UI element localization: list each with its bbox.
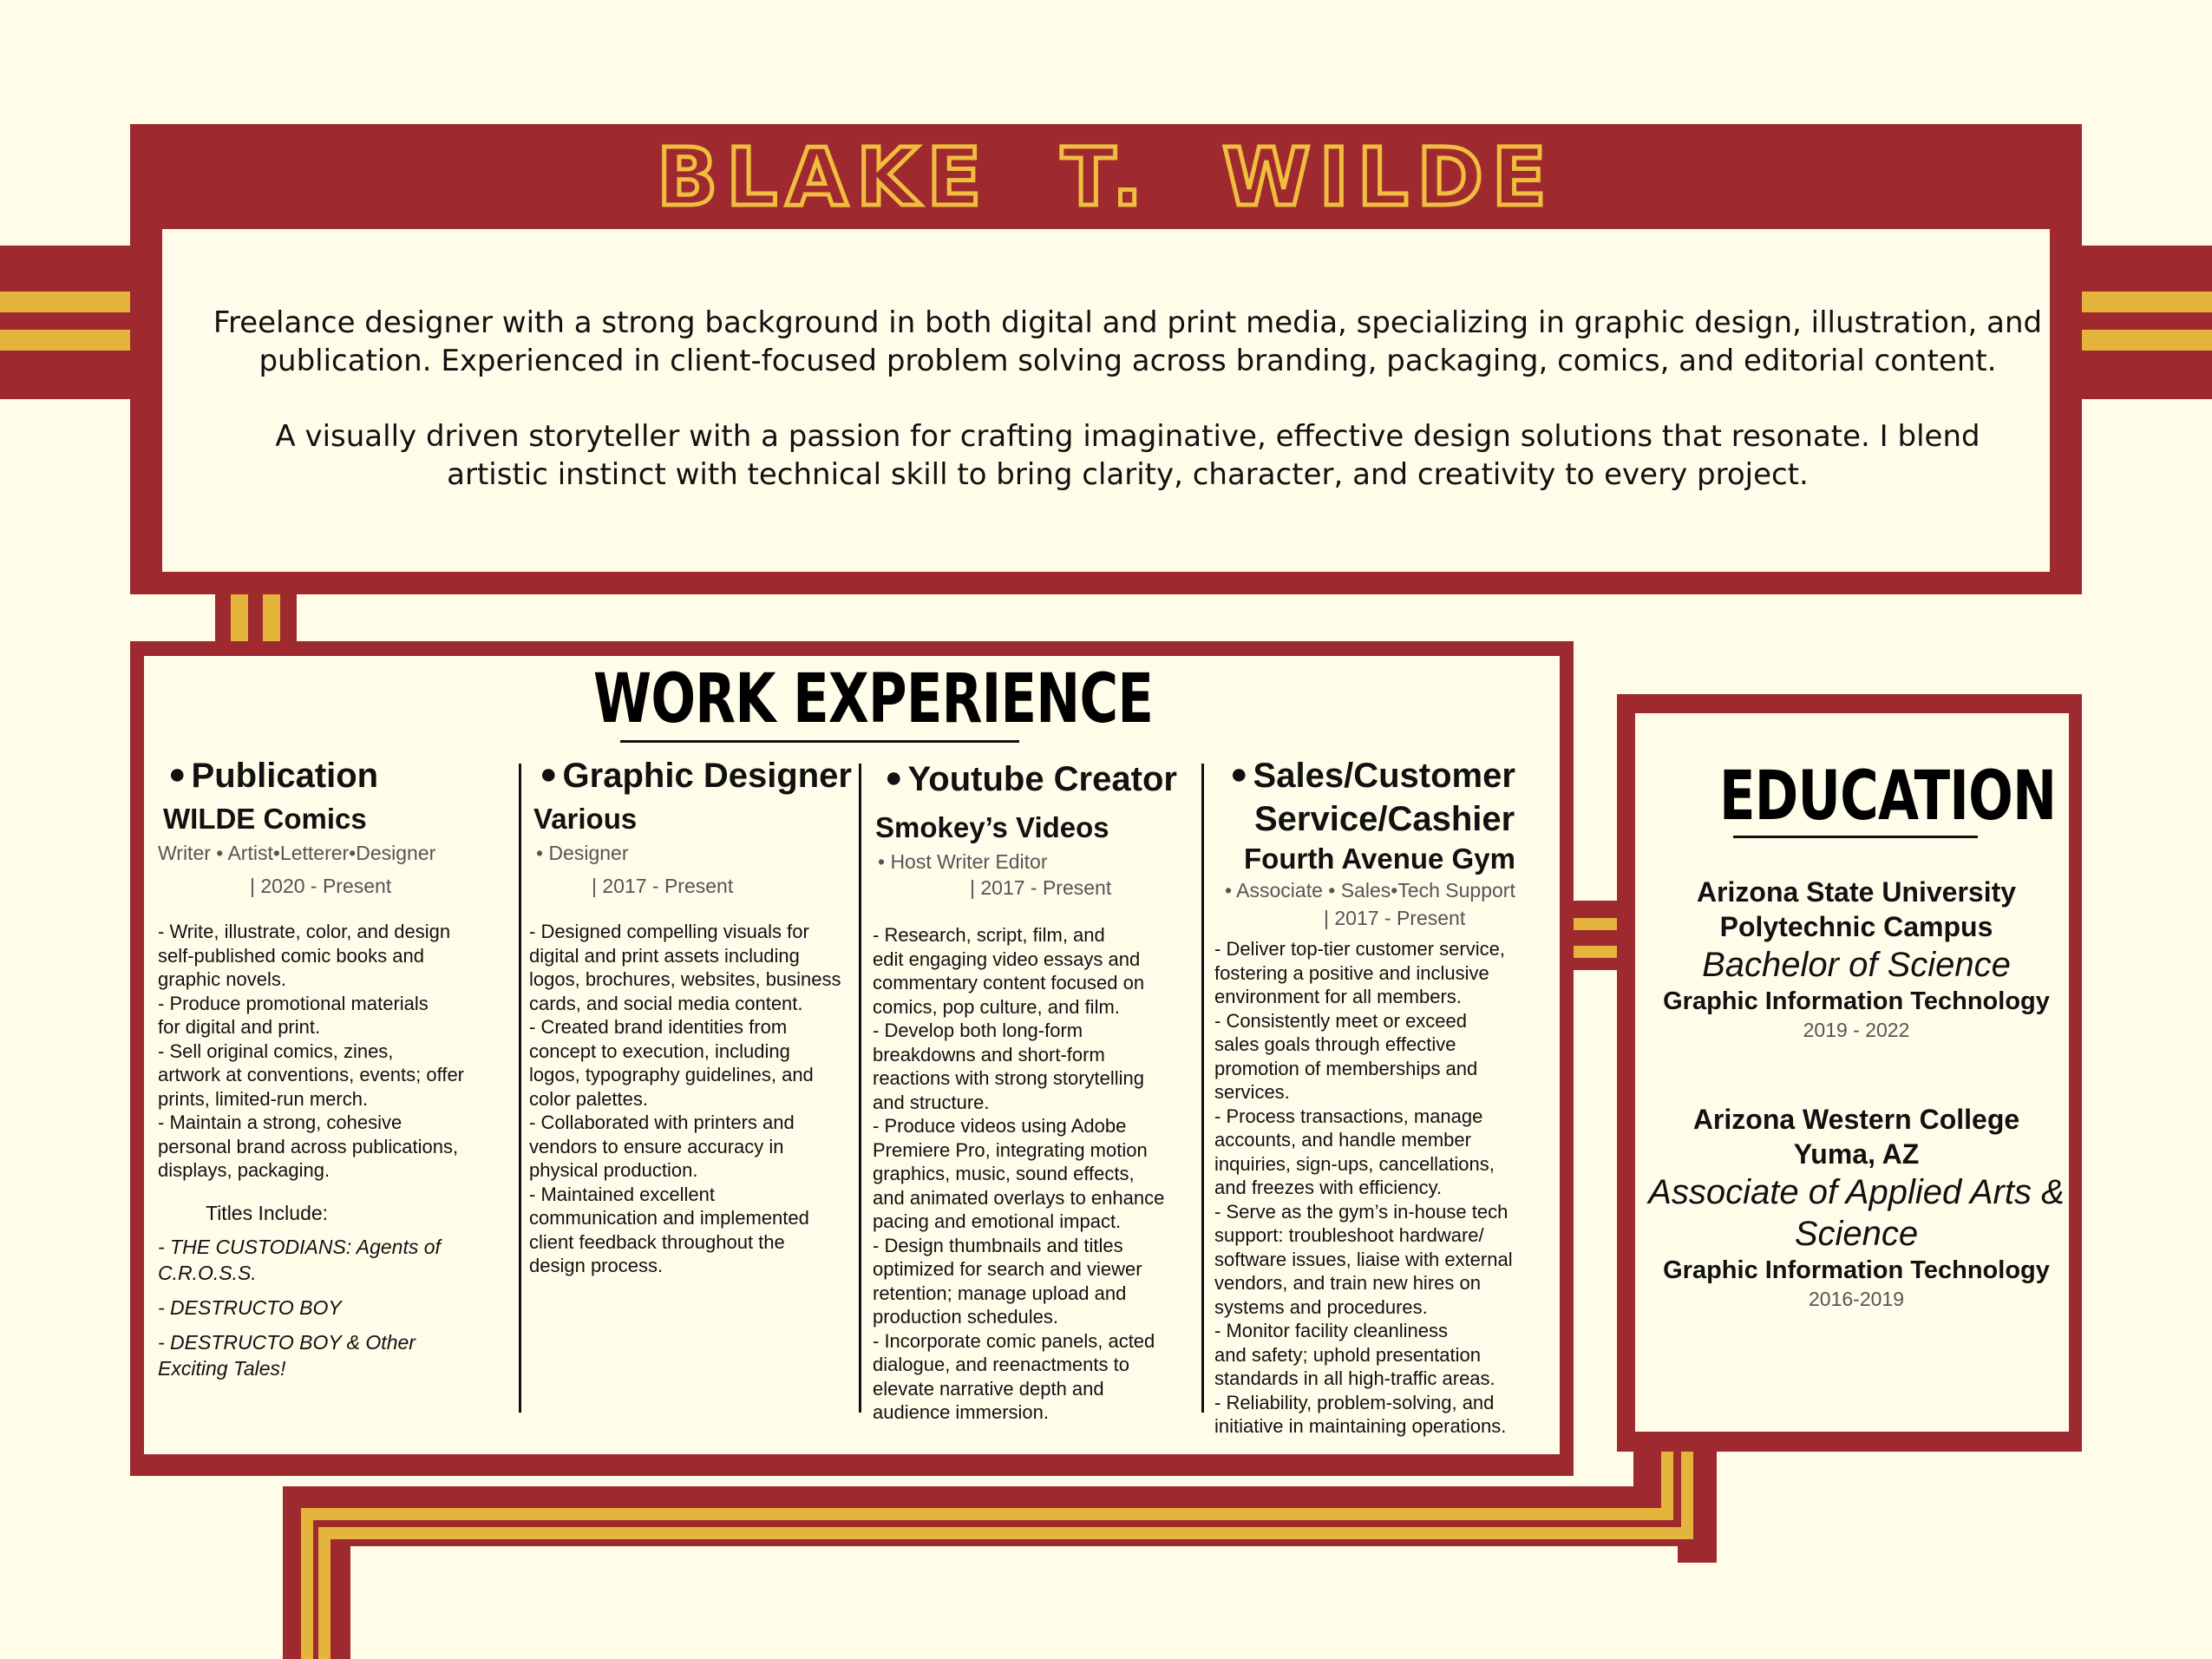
field-of-study: Graphic Information Technology	[1663, 1256, 2050, 1284]
school-years: 2016-2019	[1809, 1288, 1904, 1310]
right-stripe-gold-1	[2080, 292, 2212, 312]
job-role: ● Publication	[168, 757, 379, 795]
education-entry-awc	[1631, 1102, 2082, 1312]
job-company: Various	[533, 803, 638, 835]
school-years: 2019 - 2022	[1803, 1019, 1910, 1041]
job-dates: | 2017 - Present	[970, 876, 1112, 899]
right-stripe-band	[2080, 246, 2212, 399]
degree: Bachelor of Science	[1702, 946, 2011, 984]
work-title: WORK EXPERIENCE	[593, 660, 1154, 738]
field-of-study: Graphic Information Technology	[1663, 987, 2050, 1015]
title-item: - THE CUSTODIANS: Agents of C.R.O.S.S.	[158, 1235, 441, 1284]
left-stripe-gold-2	[0, 330, 130, 351]
bottom-inner-gap	[350, 1546, 1678, 1563]
summary-paragraph-1: Freelance designer with a strong background in both digital and print media, specializing in graphic design, illustration, and publication. Experienced in client-focused problem solving across branding, packaging, comics, and editorial content.	[213, 305, 2043, 378]
education-entry-asu	[1631, 875, 2082, 1043]
school-name: Arizona Western College	[1692, 1104, 2020, 1135]
bullet-dot-icon: ●	[1230, 757, 1248, 790]
bullet-dot-icon: ●	[168, 757, 187, 790]
job-bullets: - Deliver top-tier customer service, fostering a positive and inclusive environment for all members. - Consistently meet or exceed sales goals through effective promotion of memberships and services. - Process transactions, manage accounts, and handle member inquiries, sign-ups, cancellations, and freezes with efficiency. - Serve as the gym’s in-house tech support: troubleshoot hardware/ software issues, liaise with external vendors, and train new hires on systems and procedures. - Monitor facility cleanliness and safety; uphold presentation standards in all high-traffic areas. - Reliability, problem-solving, and initiative in maintaining operations.	[1214, 938, 1513, 1437]
bottom-gold-h-1	[301, 1508, 1673, 1520]
job-tags: Writer • Artist•Letterer•Designer	[158, 842, 436, 864]
job-role: ● Graphic Designer	[540, 757, 852, 795]
summary-paragraph-2: A visually driven storyteller with a passion for crafting imaginative, effective design solutions that resonate. I blend artistic instinct with technical skill to bring clarity, character, and creativity to every project.	[275, 419, 1980, 492]
job-bullets: - Write, illustrate, color, and design self-published comic books and graphic novels. - Produce promotional materials for digital and print. - Sell original comics, zines, artwork at conventions, events; offer prints, limited-run merch. - Maintain a strong, cohesive personal brand across publications, displays, packaging.	[158, 921, 464, 1181]
bottom-inner-gap-v	[350, 1546, 370, 1659]
job-dates: | 2020 - Present	[250, 875, 392, 897]
bullet-dot-icon: ●	[540, 757, 558, 790]
connector-side-gold-1	[1574, 918, 1617, 930]
school-name: Arizona State University	[1696, 876, 2017, 908]
education-title: EDUCATION	[1719, 757, 2057, 836]
job-company: Fourth Avenue Gym	[1244, 843, 1515, 875]
left-stripe-band	[0, 246, 130, 399]
bullet-dot-icon: ●	[885, 761, 903, 794]
job-role: ● Youtube Creator	[885, 760, 1177, 798]
job-tags: • Associate • Sales•Tech Support	[1225, 879, 1515, 902]
job-role: ● Sales/Customer	[1230, 757, 1515, 795]
title-item: - DESTRUCTO BOY & Other Exciting Tales!	[158, 1330, 416, 1380]
job-graphic-designer	[529, 755, 859, 1278]
job-bullets: - Designed compelling visuals for digital and print assets including logos, brochures, websites, business cards, and social media content. - Created brand identities from concept to execution, including logos, typography guidelines, and color palettes. - Collaborated with printers and vendors to ensure accuracy in physical production. - Maintained excellent communication and implemented client feedback throughout the design process.	[529, 921, 841, 1276]
bottom-gold-h-2	[318, 1527, 1693, 1539]
right-stripe-gold-2	[2080, 330, 2212, 351]
job-sales-customer-service	[1214, 755, 1561, 1439]
job-company: WILDE Comics	[163, 803, 367, 835]
job-publication	[158, 755, 514, 1381]
connector-top-gold-1	[231, 594, 248, 642]
name-heading: BLAKE T. WILDE	[657, 130, 1555, 224]
summary	[200, 304, 2056, 531]
connector-top	[215, 594, 297, 642]
job-dates: | 2017 - Present	[1324, 907, 1466, 929]
bottom-gold-v-2	[318, 1527, 330, 1659]
title-item: - DESTRUCTO BOY	[158, 1295, 342, 1319]
education-title-underline	[1733, 836, 1978, 838]
column-divider-1	[519, 764, 521, 1413]
degree: Associate of Applied Arts & Science	[1648, 1173, 2065, 1253]
job-youtube-creator	[873, 758, 1201, 1425]
school-location: Yuma, AZ	[1793, 1138, 1920, 1170]
job-tags: • Host Writer Editor	[878, 850, 1048, 873]
job-role-line-2: Service/Cashier	[1254, 800, 1515, 838]
left-stripe-gold-1	[0, 292, 130, 312]
work-title-underline	[620, 740, 1019, 743]
job-company: Smokey’s Videos	[875, 811, 1109, 843]
connector-side-gold-2	[1574, 946, 1617, 958]
titles-heading: Titles Include:	[206, 1201, 329, 1224]
job-dates: | 2017 - Present	[592, 875, 734, 897]
school-campus: Polytechnic Campus	[1719, 911, 1993, 942]
connector-top-gold-2	[263, 594, 280, 642]
column-divider-3	[1201, 764, 1204, 1413]
bottom-gold-v-1	[301, 1508, 313, 1659]
job-tags: • Designer	[536, 842, 629, 864]
column-divider-2	[859, 764, 861, 1413]
connector-side	[1574, 901, 1617, 970]
job-bullets: - Research, script, film, and edit engaging video essays and commentary content focused on comics, pop culture, and film. - Develop both long-form breakdowns and short-form reactions with strong storytelling and structure. - Produce videos using Adobe Premiere Pro, integrating motion graphics, music, sound effects, and animated overlays to enhance pacing and emotional impact. - Design thumbnails and titles optimized for search and viewer retention; manage upload and production schedules. - Incorporate comic panels, acted dialogue, and reenactments to elevate narrative depth and audience immersion.	[873, 924, 1165, 1423]
